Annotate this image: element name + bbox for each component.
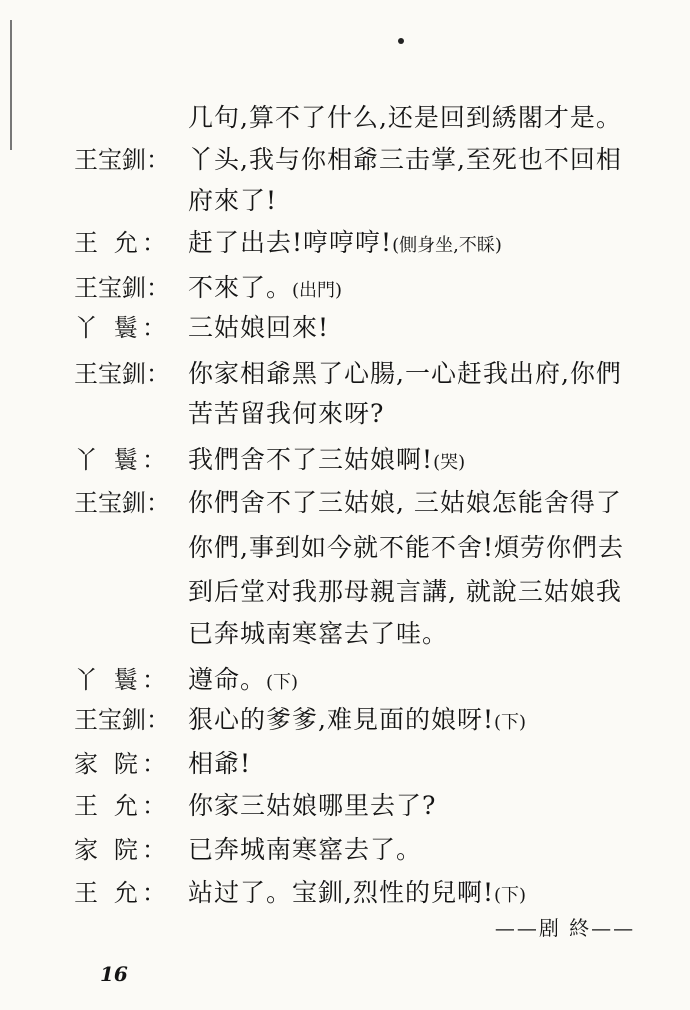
stage-direction: (出門)	[292, 280, 343, 301]
dialogue-line-wrap	[188, 272, 342, 307]
speech-row	[0, 312, 690, 344]
speaker-name: 丫 鬟：	[74, 446, 166, 474]
dialogue-line: 我們舍不了三姑娘啊!	[188, 445, 434, 474]
speech-row	[0, 834, 690, 866]
play-ending-mark: ——剧 終——	[494, 916, 636, 940]
speech-row	[0, 398, 690, 430]
speaker-name: 王宝釧：	[74, 489, 170, 517]
dialogue-line-wrap	[188, 704, 526, 739]
speaker-name: 丫 鬟：	[74, 314, 166, 342]
continuation-row	[0, 102, 690, 134]
stage-direction: (下)	[494, 712, 527, 733]
dialogue-line: 遵命。	[188, 665, 267, 694]
speech-row	[0, 618, 690, 650]
dialogue-line-wrap	[188, 877, 526, 912]
dialogue-line: 你們,事到如今就不能不舍!煩劳你們去	[188, 533, 624, 562]
continuation-text: 几句,算不了什么,还是回到綉閣才是。	[188, 103, 622, 132]
dialogue-line: 已奔城南寒窰去了。	[188, 835, 423, 864]
dialogue-line-wrap	[188, 664, 298, 699]
dialogue-line: 你家三姑娘哪里去了?	[188, 791, 437, 820]
dialogue-line: 府來了!	[188, 186, 278, 215]
dialogue-line: 狠心的爹爹,难見面的娘呀!	[188, 705, 494, 734]
dialogue-line: 丫头,我与你相爺三击掌,至死也不回相	[188, 145, 622, 174]
speaker-name: 王宝釧：	[74, 360, 170, 388]
stage-direction: (哭)	[433, 452, 466, 473]
dialogue-line: 三姑娘回來!	[188, 313, 330, 342]
speaker-name: 丫 鬟：	[74, 666, 166, 694]
speech-row	[0, 487, 690, 519]
speaker-name: 家 院：	[74, 836, 166, 864]
speaker-name: 王宝釧：	[74, 146, 170, 174]
speaker-name: 王 允：	[74, 229, 166, 257]
speech-row	[0, 664, 690, 696]
dialogue-line: 站过了。宝釧,烈性的兒啊!	[188, 878, 494, 907]
speech-row	[0, 358, 690, 390]
speech-row	[0, 272, 690, 304]
speech-row	[0, 227, 690, 259]
dialogue-line: 你們舍不了三姑娘, 三姑娘怎能舍得了	[188, 488, 622, 517]
speech-row	[0, 185, 690, 217]
speech-row	[0, 748, 690, 780]
dialogue-line-wrap	[188, 444, 465, 479]
stage-direction: (下)	[266, 672, 299, 693]
speech-row	[0, 532, 690, 564]
dialogue-line: 已奔城南寒窰去了哇。	[188, 619, 449, 648]
dialogue-line-wrap	[188, 227, 502, 262]
dialogue-line: 赶了出去!哼哼哼!	[188, 228, 393, 257]
dialogue-line: 不來了。	[188, 273, 293, 302]
page-number: 16	[100, 962, 128, 986]
speaker-name: 王 允：	[74, 879, 166, 907]
stage-direction: (側身坐,不睬)	[392, 235, 502, 256]
speech-row	[0, 877, 690, 909]
speech-row	[0, 790, 690, 822]
speaker-name: 家 院：	[74, 750, 166, 778]
speech-row	[0, 444, 690, 476]
speaker-name: 王宝釧：	[74, 274, 170, 302]
speaker-name: 王 允：	[74, 792, 166, 820]
dialogue-line: 你家相爺黑了心腸,一心赶我出府,你們	[188, 359, 622, 388]
speech-row	[0, 576, 690, 608]
dialogue-line: 到后堂对我那母親言講, 就說三姑娘我	[188, 577, 622, 606]
stage-direction: (下)	[494, 885, 527, 906]
speech-row	[0, 704, 690, 736]
speaker-name: 王宝釧：	[74, 706, 170, 734]
speech-row	[0, 144, 690, 176]
ink-dot	[398, 38, 404, 44]
dialogue-line: 相爺!	[188, 749, 252, 778]
dialogue-line: 苦苦留我何來呀?	[188, 399, 385, 428]
